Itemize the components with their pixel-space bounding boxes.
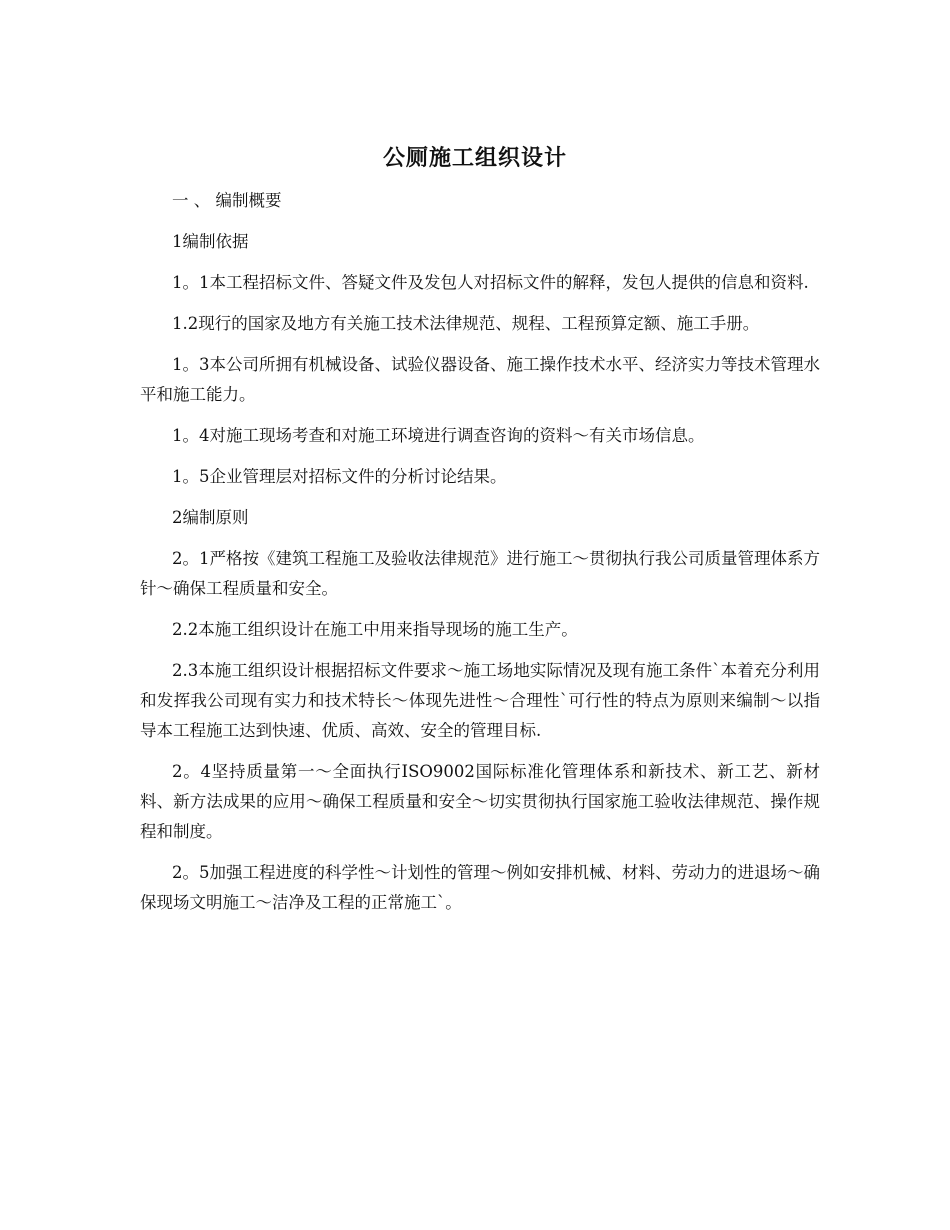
paragraph: 1.2现行的国家及地方有关施工技术法律规范、规程、工程预算定额、施工手册。	[172, 314, 760, 333]
paragraph: 1。5企业管理层对招标文件的分析讨论结果。	[172, 467, 507, 486]
subsection-heading-basis: 1编制依据	[172, 232, 249, 251]
paragraph: 1。1本工程招标文件、答疑文件及发包人对招标文件的解释，发包人提供的信息和资料.	[172, 273, 809, 292]
paragraph: 2。4坚持质量第一～全面执行ISO9002国际标准化管理体系和新技术、新工艺、新材料、新方法成果的应用～确保工程质量和安全～切实贯彻执行国家施工验收法律规范、操作规程和制度。	[140, 762, 820, 841]
paragraph: 2.3本施工组织设计根据招标文件要求～施工场地实际情况及现有施工条件`本着充分利用和发挥我公司现有实力和技术特长～体现先进性～合理性`可行性的特点为原则来编制～以指导本工程施工达到快速、优质、高效、安全的管理目标.	[140, 661, 820, 740]
paragraph: 1。3本公司所拥有机械设备、试验仪器设备、施工操作技术水平、经济实力等技术管理水平和施工能力。	[140, 355, 820, 404]
paragraph: 2.2本施工组织设计在施工中用来指导现场的施工生产。	[172, 620, 578, 639]
document-body	[140, 186, 820, 929]
paragraph: 1。4对施工现场考查和对施工环境进行调查咨询的资料～有关市场信息。	[172, 426, 705, 445]
paragraph: 2。5加强工程进度的科学性～计划性的管理～例如安排机械、材料、劳动力的进退场～确保现场文明施工～洁净及工程的正常施工`。	[140, 863, 820, 912]
section-heading-overview: 一 、 编制概要	[172, 191, 282, 210]
subsection-heading-principles: 2编制原则	[172, 508, 249, 527]
document-title: 公厕施工组织设计	[382, 145, 567, 171]
paragraph: 2。1严格按《建筑工程施工及验收法律规范》进行施工～贯彻执行我公司质量管理体系方针～确保工程质量和安全。	[140, 549, 820, 598]
